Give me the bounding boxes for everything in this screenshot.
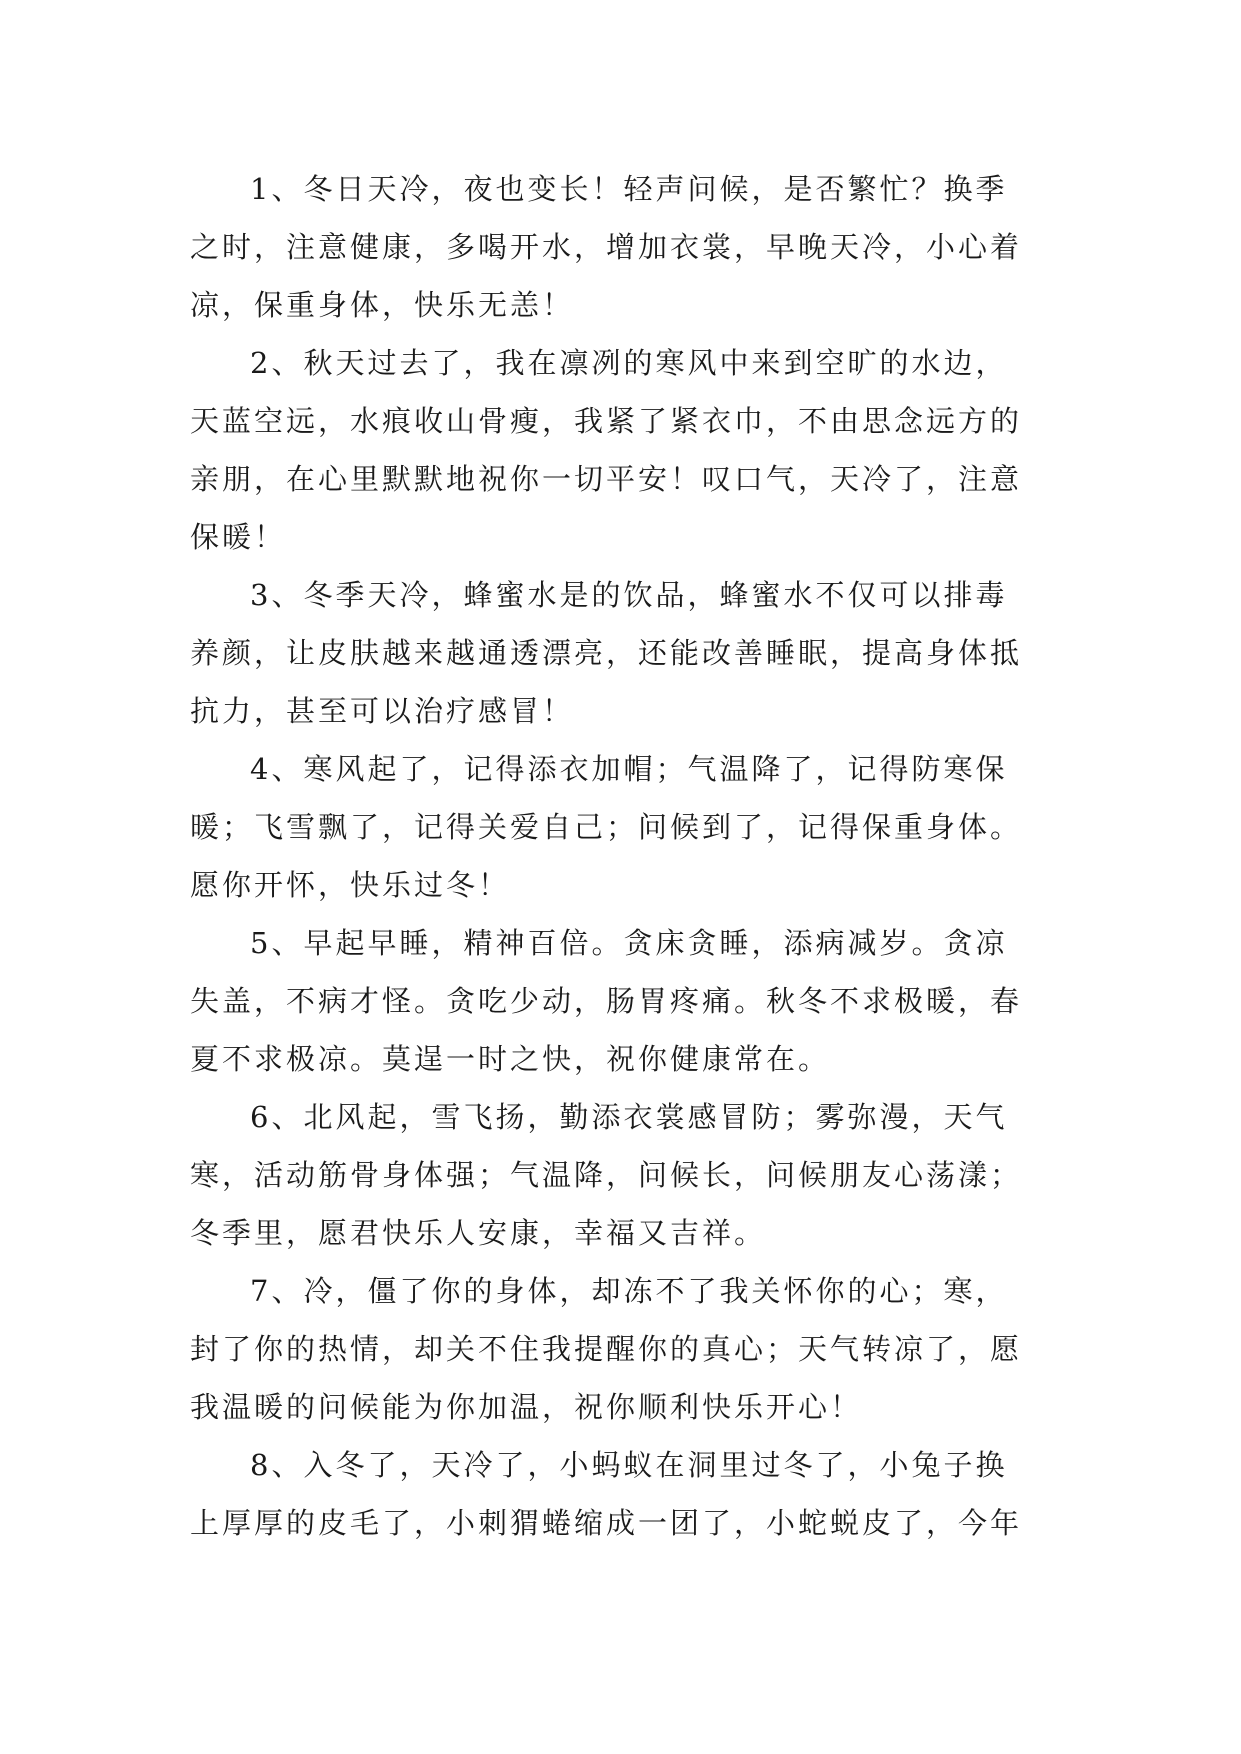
paragraph-line: 3、冬季天冷，蜂蜜水是的饮品，蜂蜜水不仅可以排毒 bbox=[250, 578, 1008, 612]
paragraph-8 bbox=[190, 1436, 1070, 1552]
paragraph-line: 夏不求极凉。莫逞一时之快，祝你健康常在。 bbox=[190, 1042, 831, 1076]
paragraph-line: 天蓝空远，水痕收山骨瘦，我紧了紧衣巾，不由思念远方的 bbox=[190, 404, 1023, 438]
paragraph-3 bbox=[190, 566, 1070, 740]
paragraph-line: 保暖！ bbox=[190, 520, 287, 554]
paragraph-line: 8、入冬了，天冷了，小蚂蚁在洞里过冬了，小兔子换 bbox=[250, 1448, 1008, 1482]
paragraph-line: 5、早起早睡，精神百倍。贪床贪睡，添病减岁。贪凉 bbox=[250, 926, 1008, 960]
paragraph-line: 养颜，让皮肤越来越通透漂亮，还能改善睡眠，提高身体抵 bbox=[190, 636, 1023, 670]
paragraph-line: 上厚厚的皮毛了，小刺猬蜷缩成一团了，小蛇蜕皮了，今年 bbox=[190, 1506, 1023, 1540]
paragraph-5 bbox=[190, 914, 1070, 1088]
paragraph-line: 亲朋，在心里默默地祝你一切平安！叹口气，天冷了，注意 bbox=[190, 462, 1023, 496]
paragraph-line: 凉，保重身体，快乐无恙！ bbox=[190, 288, 575, 322]
paragraph-line: 我温暖的问候能为你加温，祝你顺利快乐开心！ bbox=[190, 1390, 863, 1424]
paragraph-line: 6、北风起，雪飞扬，勤添衣裳感冒防；雾弥漫，天气 bbox=[250, 1100, 1008, 1134]
paragraph-line: 抗力，甚至可以治疗感冒！ bbox=[190, 694, 575, 728]
paragraph-line: 4、寒风起了，记得添衣加帽；气温降了，记得防寒保 bbox=[250, 752, 1008, 786]
paragraph-line: 愿你开怀，快乐过冬！ bbox=[190, 868, 511, 902]
paragraph-line: 暖；飞雪飘了，记得关爱自己；问候到了，记得保重身体。 bbox=[190, 810, 1023, 844]
paragraph-line: 7、冷，僵了你的身体，却冻不了我关怀你的心；寒， bbox=[250, 1274, 1008, 1308]
paragraph-line: 1、冬日天冷，夜也变长！轻声问候，是否繁忙？换季 bbox=[250, 172, 1008, 206]
paragraph-line: 2、秋天过去了，我在凛冽的寒风中来到空旷的水边， bbox=[250, 346, 1008, 380]
paragraph-line: 冬季里，愿君快乐人安康，幸福又吉祥。 bbox=[190, 1216, 767, 1250]
paragraph-2 bbox=[190, 334, 1070, 566]
paragraph-line: 寒，活动筋骨身体强；气温降，问候长，问候朋友心荡漾； bbox=[190, 1158, 1023, 1192]
paragraph-line: 封了你的热情，却关不住我提醒你的真心；天气转凉了，愿 bbox=[190, 1332, 1023, 1366]
paragraph-line: 失盖，不病才怪。贪吃少动，肠胃疼痛。秋冬不求极暖，春 bbox=[190, 984, 1023, 1018]
paragraph-6 bbox=[190, 1088, 1070, 1262]
paragraph-line: 之时，注意健康，多喝开水，增加衣裳，早晚天冷，小心着 bbox=[190, 230, 1023, 264]
paragraph-4 bbox=[190, 740, 1070, 914]
document-body bbox=[190, 160, 1070, 1552]
paragraph-1 bbox=[190, 160, 1070, 334]
paragraph-7 bbox=[190, 1262, 1070, 1436]
